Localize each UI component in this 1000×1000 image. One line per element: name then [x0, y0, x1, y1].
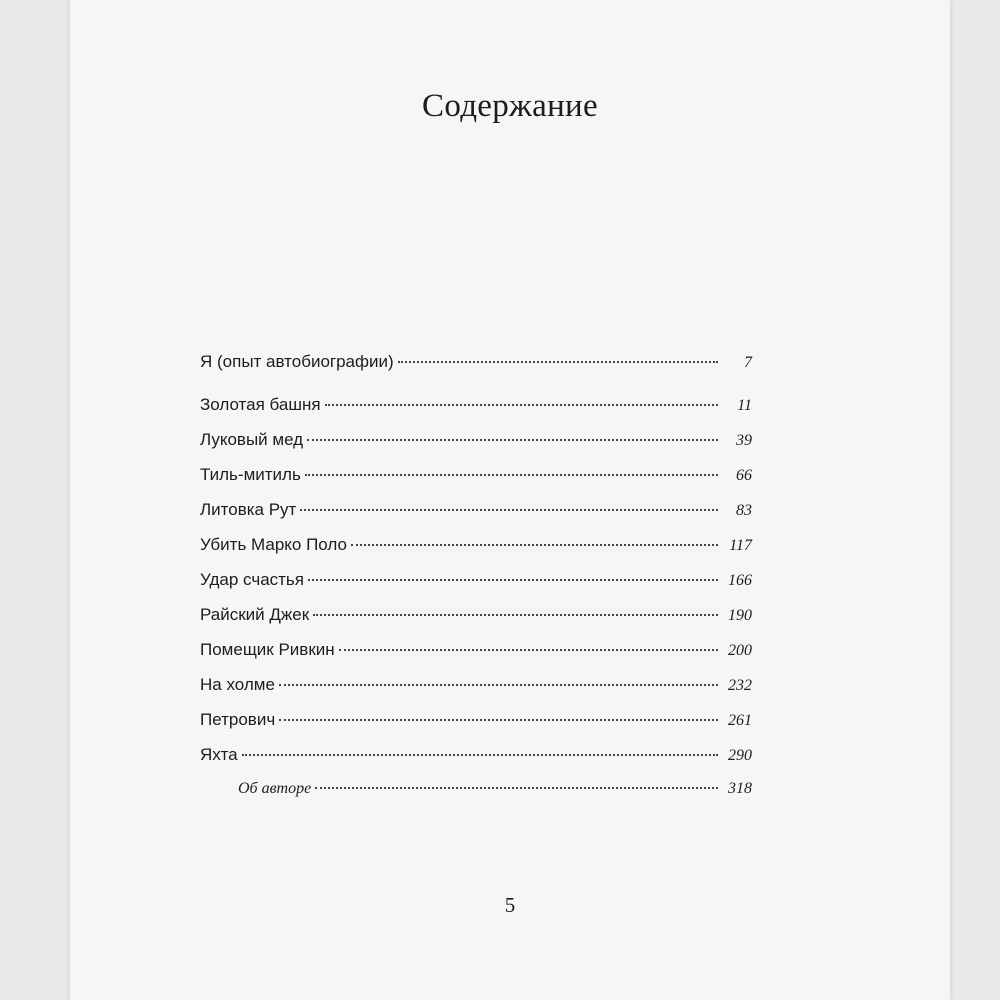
- toc-entry-title: Удар счастья: [200, 570, 304, 589]
- toc-entry-title: Золотая башня: [200, 395, 321, 414]
- toc-entry-page: 190: [728, 607, 752, 624]
- toc-entry-page: 11: [737, 397, 752, 414]
- toc-entry-page: 200: [728, 642, 752, 659]
- toc-entry-title: Райский Джек: [200, 605, 310, 624]
- dot-leader: [300, 509, 718, 511]
- toc-entry: [200, 535, 752, 570]
- toc-entry-page: 290: [728, 747, 752, 764]
- toc-entry: [200, 745, 752, 780]
- toc-entry-title: Петрович: [200, 710, 276, 729]
- toc-entry-title: Помещик Ривкин: [200, 640, 335, 659]
- toc-entry-title: На холме: [200, 675, 275, 694]
- dot-leader: [339, 649, 718, 651]
- toc-entry: [200, 430, 752, 465]
- toc-entry-title: Литовка Рут: [200, 500, 297, 519]
- toc-entry-page: 83: [736, 502, 752, 519]
- toc-entry: [200, 395, 752, 430]
- toc-entry: [200, 605, 752, 640]
- toc-entry-page: 232: [728, 677, 752, 694]
- dot-leader: [315, 787, 718, 789]
- dot-leader: [279, 719, 718, 721]
- toc-entry-title: Луковый мед: [200, 430, 304, 449]
- dot-leader: [398, 361, 718, 363]
- toc-entry: [200, 570, 752, 605]
- dot-leader: [325, 404, 718, 406]
- toc-entry: [200, 352, 752, 387]
- toc-entry-page: 66: [736, 467, 752, 484]
- toc-entry-title: Я (опыт автобиографии): [200, 352, 394, 371]
- toc-entry-title: Об авторе: [238, 780, 312, 797]
- table-of-contents: [200, 352, 752, 815]
- toc-entry-page: 7: [744, 354, 752, 371]
- toc-entry: [200, 640, 752, 675]
- dot-leader: [279, 684, 718, 686]
- toc-entry: [200, 465, 752, 500]
- page-number: 5: [504, 893, 516, 917]
- toc-entry-page: 318: [728, 780, 752, 797]
- toc-entry-page: 117: [729, 537, 752, 554]
- toc-entry-page: 261: [728, 712, 752, 729]
- toc-entry-page: 166: [728, 572, 752, 589]
- dot-leader: [305, 474, 718, 476]
- page-title: Содержание: [422, 88, 598, 124]
- dot-leader: [307, 439, 718, 441]
- dot-leader: [313, 614, 718, 616]
- dot-leader: [351, 544, 718, 546]
- toc-entry: [200, 675, 752, 710]
- dot-leader: [242, 754, 718, 756]
- dot-leader: [308, 579, 718, 581]
- toc-entry-page: 39: [736, 432, 752, 449]
- toc-entry-title: Тиль-митиль: [200, 465, 301, 484]
- toc-entry: [200, 710, 752, 745]
- toc-entry-title: Убить Марко Поло: [200, 535, 347, 554]
- toc-entry-title: Яхта: [200, 745, 238, 764]
- toc-entry: [200, 500, 752, 535]
- book-page: [70, 0, 950, 1000]
- toc-entry-about-author: [200, 780, 752, 815]
